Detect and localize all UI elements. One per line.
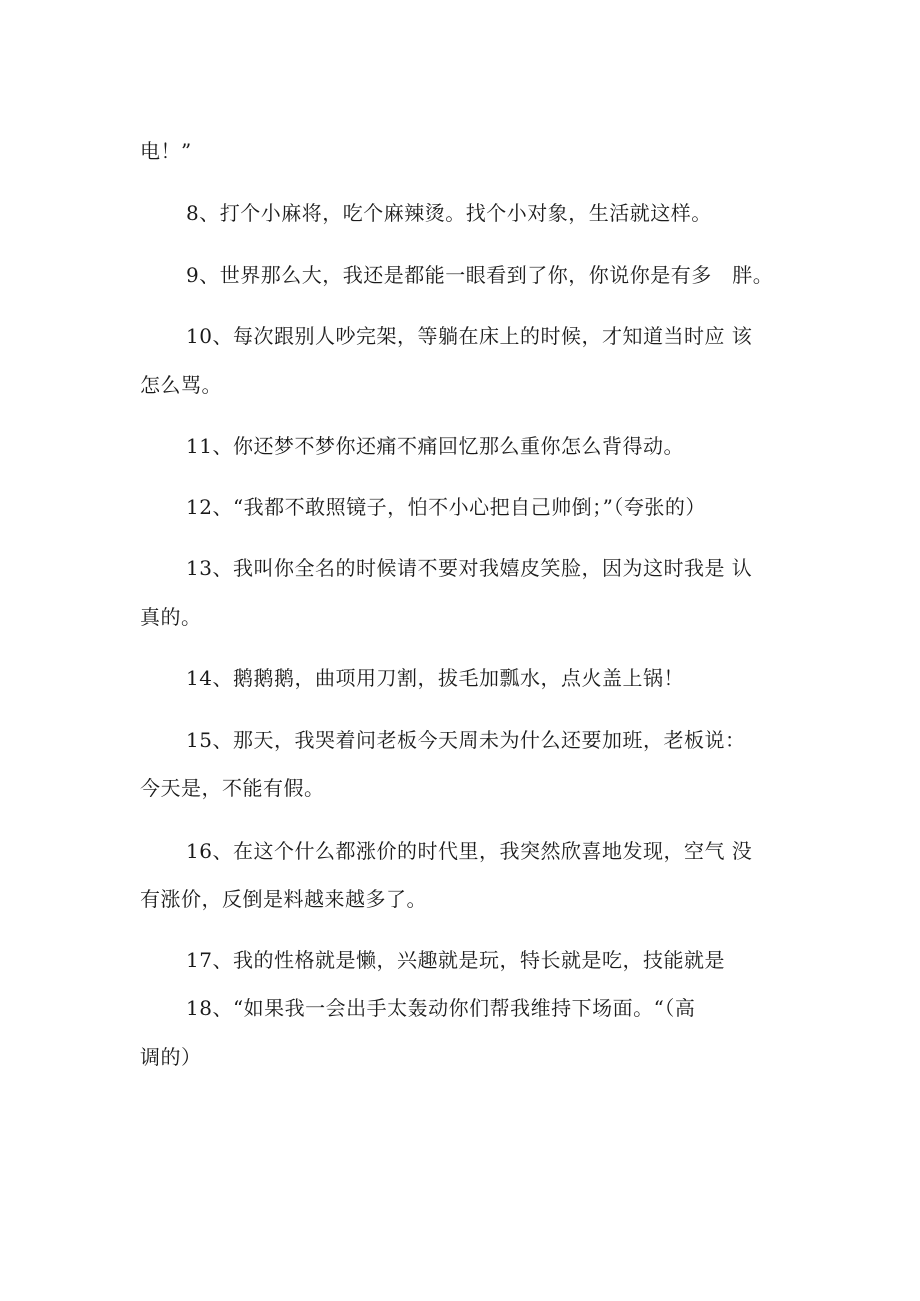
text-line-item-16: 16、在这个什么都涨价的时代里，我突然欣喜地发现，空气 没 (186, 839, 753, 863)
text-line-item-17: 17、我的性格就是懒，兴趣就是玩，特长就是吃，技能就是 (186, 948, 725, 972)
text-line-item-18: 18、“如果我一会出手太轰动你们帮我维持下场面。“（高 (186, 996, 696, 1020)
text-line-item-18-cont: 调的） (140, 1045, 202, 1069)
text-line-item-12: 12、“我都不敢照镜子，怕不小心把自己帅倒；”（夸张的） (186, 495, 706, 519)
text-line-continuation: 电！” (140, 139, 192, 163)
text-line-item-8: 8、打个小麻将，吃个麻辣烫。找个小对象，生活就这样。 (186, 201, 712, 225)
text-line-item-16-cont: 有涨价，反倒是料越来越多了。 (140, 887, 427, 911)
text-line-item-10-cont: 怎么骂。 (140, 373, 222, 397)
text-line-item-13-cont: 真的。 (140, 605, 202, 629)
text-line-item-14: 14、鹅鹅鹅，曲项用刀割，拔毛加瓢水，点火盖上锅！ (186, 666, 684, 690)
text-line-item-10: 10、每次跟别人吵完架，等躺在床上的时候，才知道当时应 该 (186, 324, 753, 348)
text-line-item-13: 13、我叫你全名的时候请不要对我嬉皮笑脸，因为这时我是 认 (186, 556, 753, 580)
text-line-item-15: 15、那天，我哭着问老板今天周未为什么还要加班，老板说： (186, 728, 746, 752)
text-line-item-15-cont: 今天是，不能有假。 (140, 776, 325, 800)
text-line-item-11: 11、你还梦不梦你还痛不痛回忆那么重你怎么背得动。 (186, 434, 684, 458)
text-line-item-9: 9、世界那么大，我还是都能一眼看到了你，你说你是有多 胖。 (186, 263, 774, 287)
